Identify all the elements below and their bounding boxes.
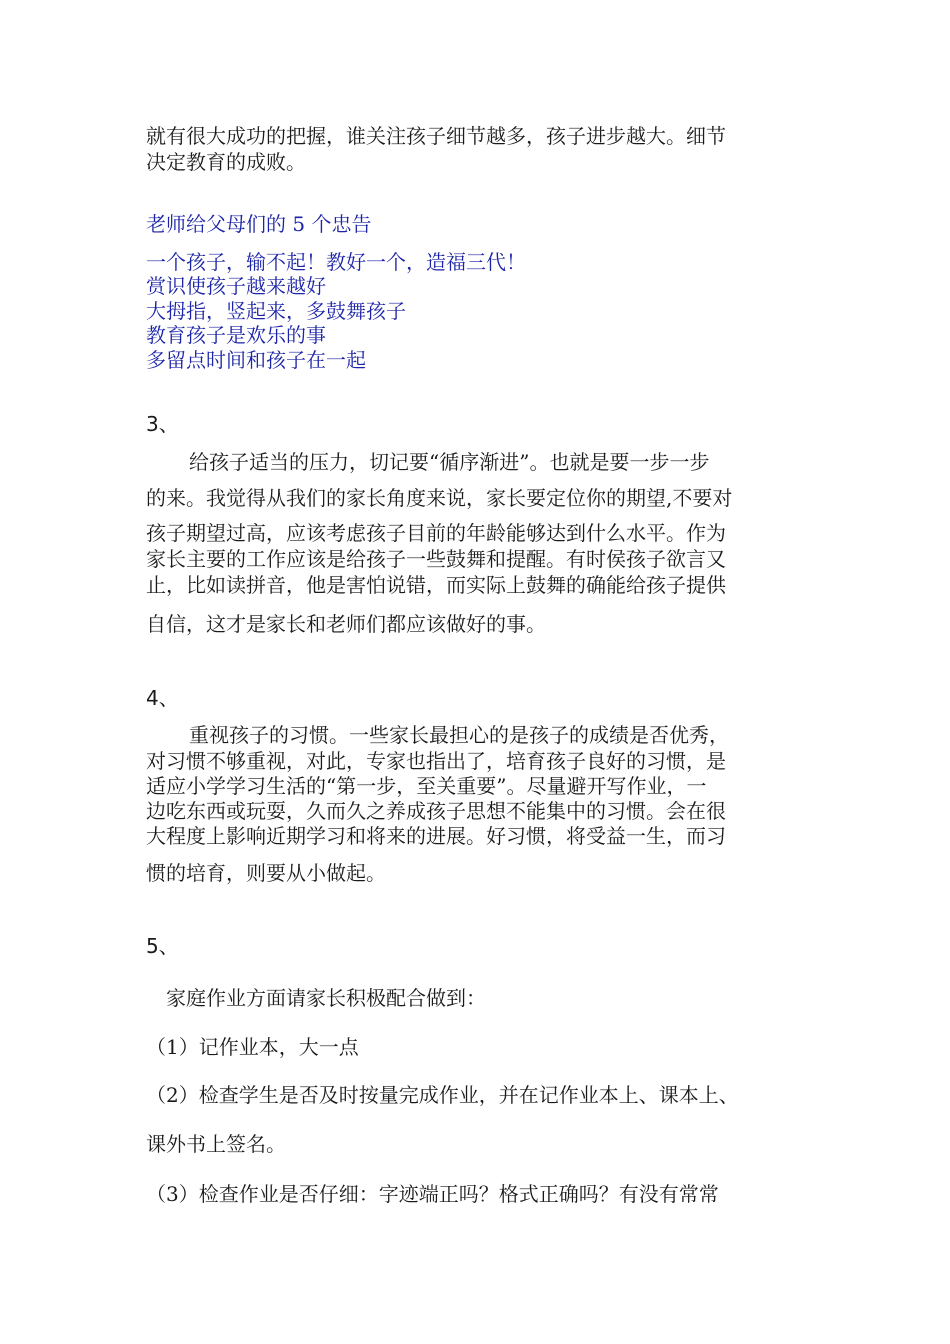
paragraph-line: 大程度上影响近期学习和将来的进展。好习惯，将受益一生，而习 — [146, 824, 726, 848]
intro-line: 就有很大成功的把握，谁关注孩子细节越多，孩子进步越大。细节 — [146, 124, 726, 148]
paragraph-line: 家庭作业方面请家长积极配合做到： — [166, 986, 486, 1010]
paragraph-line: 适应小学学习生活的“第一步，至关重要”。尽量避开写作业，一 — [146, 774, 707, 798]
section-number: 4、 — [146, 686, 179, 710]
paragraph-line: 止，比如读拼音，他是害怕说错，而实际上鼓舞的确能给孩子提供 — [146, 573, 726, 597]
paragraph-line: 自信，这才是家长和老师们都应该做好的事。 — [146, 612, 546, 636]
section-number: 5、 — [146, 934, 179, 958]
list-item: （1）记作业本，大一点 — [146, 1035, 359, 1059]
advice-item: 教育孩子是欢乐的事 — [146, 323, 326, 347]
paragraph-line: 的来。我觉得从我们的家长角度来说，家长要定位你的期望,不要对 — [146, 486, 733, 510]
paragraph-line: 家长主要的工作应该是给孩子一些鼓舞和提醒。有时侯孩子欲言又 — [146, 547, 726, 571]
paragraph-line: 给孩子适当的压力，切记要“循序渐进”。也就是要一步一步 — [189, 450, 710, 474]
paragraph-line: 孩子期望过高，应该考虑孩子目前的年龄能够达到什么水平。作为 — [146, 521, 726, 545]
advice-item: 大拇指，竖起来，多鼓舞孩子 — [146, 299, 406, 323]
list-item: （3）检查作业是否仔细：字迹端正吗？格式正确吗？有没有常常 — [146, 1182, 719, 1206]
advice-item: 多留点时间和孩子在一起 — [146, 348, 366, 372]
paragraph-line: 边吃东西或玩耍，久而久之养成孩子思想不能集中的习惯。会在很 — [146, 799, 726, 823]
paragraph-line: 惯的培育，则要从小做起。 — [146, 861, 386, 885]
list-item: 课外书上签名。 — [146, 1132, 286, 1156]
intro-line: 决定教育的成败。 — [146, 150, 306, 174]
section-number: 3、 — [146, 412, 179, 436]
list-item: （2）检查学生是否及时按量完成作业，并在记作业本上、课本上、 — [146, 1083, 739, 1107]
paragraph-line: 对习惯不够重视，对此，专家也指出了，培育孩子良好的习惯，是 — [146, 749, 726, 773]
advice-title: 老师给父母们的 5 个忠告 — [146, 212, 372, 236]
advice-item: 一个孩子，输不起！教好一个，造福三代！ — [146, 250, 526, 274]
advice-item: 赏识使孩子越来越好 — [146, 274, 326, 298]
paragraph-line: 重视孩子的习惯。一些家长最担心的是孩子的成绩是否优秀， — [189, 723, 729, 747]
